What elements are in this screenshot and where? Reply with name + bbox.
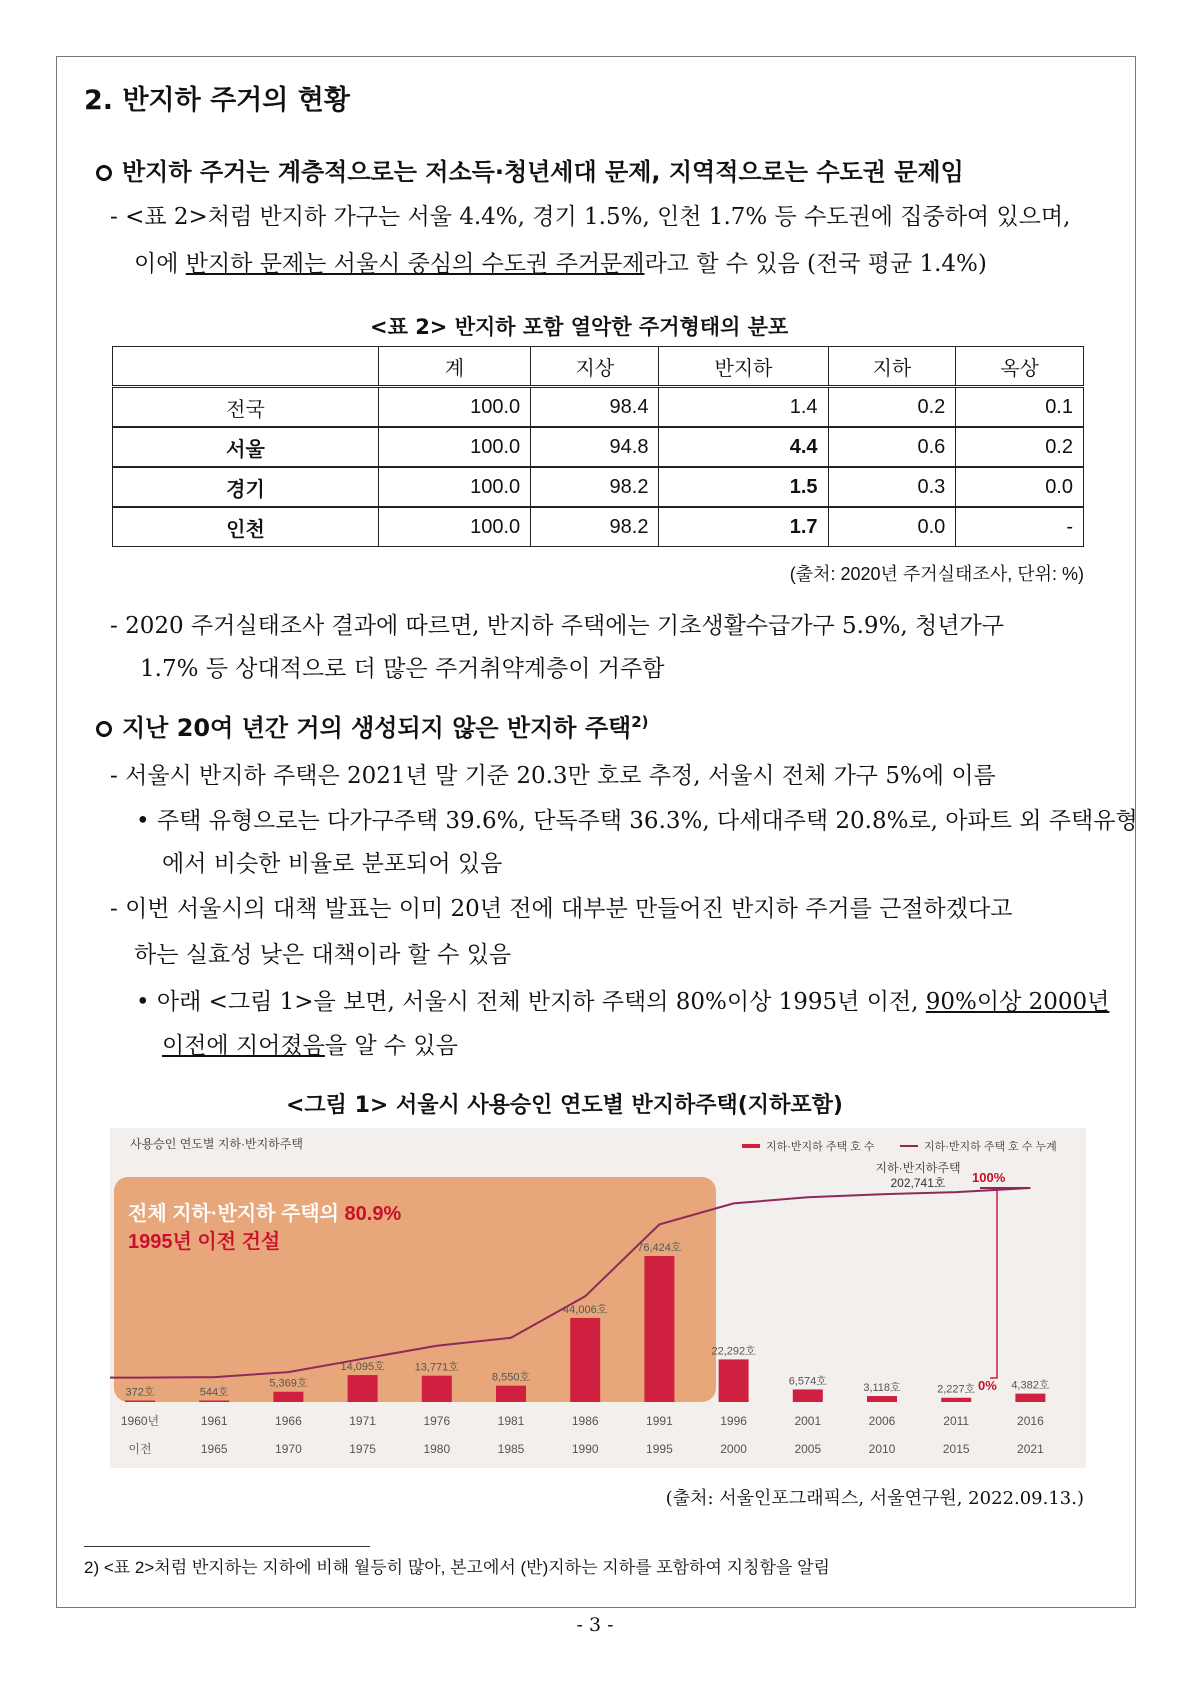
paragraph-line: - 이번 서울시의 대책 발표는 이미 20년 전에 대부분 만들어진 반지하 주거를 근절하겠다고 bbox=[110, 896, 1013, 922]
x-tick-label: 2011 bbox=[943, 1414, 970, 1428]
figure-caption: <그림 1> 서울시 사용승인 연도별 반지하주택(지하포함) bbox=[286, 1093, 843, 1118]
bar-value-label: 544호 bbox=[199, 1386, 229, 1399]
row-label: 서울 bbox=[113, 427, 379, 467]
paragraph-line bbox=[162, 1027, 458, 1060]
bar-value-label: 372호 bbox=[125, 1386, 155, 1399]
figure-source: (출처: 서울인포그래픽스, 서울연구원, 2022.09.13.) bbox=[665, 1488, 1084, 1509]
bar-value-label: 4,382호 bbox=[1011, 1379, 1050, 1392]
x-tick-label: 2015 bbox=[942, 1442, 970, 1456]
bar-value-label: 22,292호 bbox=[711, 1345, 756, 1358]
x-tick-label: 1970 bbox=[275, 1442, 302, 1456]
table-header bbox=[113, 347, 379, 387]
paragraph-line bbox=[136, 983, 1109, 1016]
bar bbox=[719, 1359, 749, 1402]
table-caption: <표 2> 반지하 포함 열악한 주거형태의 분포 bbox=[370, 315, 789, 339]
underlined-text: 90%이상 2000년 bbox=[925, 989, 1110, 1015]
bar-value-label: 5,369호 bbox=[269, 1377, 308, 1390]
table-cell: 0.6 bbox=[828, 427, 956, 467]
x-tick-label: 1981 bbox=[497, 1414, 525, 1428]
callout-percent: 80.9% bbox=[344, 1203, 402, 1225]
row-label: 경기 bbox=[113, 467, 379, 507]
bar-value-label: 13,771호 bbox=[414, 1361, 459, 1374]
table-cell: 98.4 bbox=[531, 387, 659, 428]
legend-label: 지하·반지하 주택 호 수 누계 bbox=[924, 1141, 1057, 1153]
callout-text: 전체 지하·반지하 주택의 bbox=[128, 1203, 345, 1225]
circle-bullet-icon bbox=[96, 721, 112, 737]
bar bbox=[422, 1376, 452, 1402]
x-tick-label: 2016 bbox=[1017, 1414, 1044, 1428]
table-cell: 100.0 bbox=[379, 507, 531, 547]
table-cell: 100.0 bbox=[379, 427, 531, 467]
x-tick-label: 2010 bbox=[868, 1442, 896, 1456]
text-span: 이에 bbox=[134, 251, 186, 277]
bar-value-label: 2,227호 bbox=[937, 1383, 976, 1396]
paragraph-line: 1.7% 등 상대적으로 더 많은 주거취약계층이 거주함 bbox=[140, 656, 665, 682]
bar-value-label: 8,550호 bbox=[491, 1371, 531, 1384]
x-tick-label: 1980 bbox=[423, 1442, 451, 1456]
page-number: - 3 - bbox=[576, 1614, 614, 1636]
x-tick-label: 1996 bbox=[720, 1414, 747, 1428]
bar bbox=[570, 1318, 600, 1402]
underlined-text: 이전에 지어졌음 bbox=[162, 1033, 325, 1059]
total-value: 202,741호 bbox=[890, 1176, 946, 1190]
text-span: 라고 할 수 있음 (전국 평균 1.4%) bbox=[644, 251, 987, 277]
bar-value-label: 44,006호 bbox=[563, 1303, 608, 1316]
paragraph-line: - <표 2>처럼 반지하 가구는 서울 4.4%, 경기 1.5%, 인천 1.7% 등 수도권에 집중하여 있으며, bbox=[110, 204, 1071, 230]
table-cell: 98.2 bbox=[531, 467, 659, 507]
bar-value-label: 76,424호 bbox=[637, 1242, 682, 1254]
bar bbox=[273, 1392, 303, 1402]
x-tick-label: 1960년 bbox=[120, 1414, 160, 1428]
text-span: 을 알 수 있음 bbox=[324, 1033, 458, 1059]
table-cell: 0.3 bbox=[828, 467, 956, 507]
circle-bullet-icon bbox=[96, 165, 112, 181]
bullet-heading-2 bbox=[96, 708, 649, 743]
table-cell: 4.4 bbox=[659, 427, 828, 467]
table-header: 지하 bbox=[828, 347, 956, 387]
table-row bbox=[113, 387, 1084, 428]
row-label: 전국 bbox=[113, 387, 379, 428]
table-cell: 0.2 bbox=[828, 387, 956, 428]
x-tick-label: 1961 bbox=[200, 1414, 228, 1428]
table-row bbox=[113, 427, 1084, 467]
bar bbox=[644, 1256, 674, 1402]
table-cell: 100.0 bbox=[379, 467, 531, 507]
bar-value-label: 6,574호 bbox=[788, 1375, 827, 1388]
table-cell: 100.0 bbox=[379, 387, 531, 428]
table-cell: 0.2 bbox=[956, 427, 1084, 467]
footnote-divider bbox=[84, 1546, 370, 1547]
underlined-text: 반지하 문제는 서울시 중심의 수도권 주거문제 bbox=[185, 251, 645, 277]
footnote-ref: 2) bbox=[631, 713, 649, 731]
x-tick-label: 2005 bbox=[794, 1442, 822, 1456]
table-cell: 98.2 bbox=[531, 507, 659, 547]
chart-title: 사용승인 연도별 지하·반지하주택 bbox=[130, 1137, 303, 1151]
bar-value-label: 14,095호 bbox=[340, 1361, 385, 1374]
table-cell: 1.4 bbox=[659, 387, 828, 428]
legend-label: 지하·반지하 주택 호 수 bbox=[766, 1141, 875, 1153]
bar bbox=[867, 1396, 897, 1402]
housing-bar-chart bbox=[110, 1128, 1086, 1468]
table-header: 반지하 bbox=[659, 347, 828, 387]
row-label: 인천 bbox=[113, 507, 379, 547]
x-tick-label: 1995 bbox=[646, 1442, 673, 1456]
bar bbox=[941, 1398, 971, 1402]
paragraph-line bbox=[134, 245, 987, 278]
bullet-heading-1-text: 반지하 주거는 계층적으로는 저소득·청년세대 문제, 지역적으로는 수도권 문제임 bbox=[122, 158, 964, 186]
bar bbox=[348, 1375, 378, 1402]
table-cell: 1.7 bbox=[659, 507, 828, 547]
paragraph-line: - 2020 주거실태조사 결과에 따르면, 반지하 주택에는 기초생활수급가구 5.9%, 청년가구 bbox=[110, 613, 1004, 639]
callout-text-line1 bbox=[128, 1201, 401, 1225]
table-header: 지상 bbox=[531, 347, 659, 387]
x-tick-label: 2021 bbox=[1017, 1442, 1044, 1456]
pct-bottom-label: 0% bbox=[978, 1378, 997, 1393]
table-cell: 94.8 bbox=[531, 427, 659, 467]
bar bbox=[793, 1389, 823, 1402]
x-tick-label: 1966 bbox=[275, 1414, 302, 1428]
table-source: (출처: 2020년 주거실태조사, 단위: %) bbox=[789, 564, 1084, 584]
x-tick-label: 2001 bbox=[794, 1414, 822, 1428]
bar bbox=[496, 1386, 526, 1402]
paragraph-line: 에서 비슷한 비율로 분포되어 있음 bbox=[162, 851, 503, 877]
x-tick-label: 1985 bbox=[497, 1442, 525, 1456]
callout-text-line2: 1995년 이전 건설 bbox=[128, 1231, 281, 1253]
bar bbox=[199, 1401, 229, 1403]
x-tick-label: 1986 bbox=[571, 1414, 599, 1428]
table-cell: 0.1 bbox=[956, 387, 1084, 428]
text-span: • 아래 <그림 1>을 보면, 서울시 전체 반지하 주택의 80%이상 1995년 이전, bbox=[136, 989, 926, 1015]
pct-top-label: 100% bbox=[972, 1170, 1006, 1185]
bullet-heading-2-text: 지난 20여 년간 거의 생성되지 않은 반지하 주택 bbox=[122, 714, 632, 742]
x-tick-label: 1965 bbox=[200, 1442, 228, 1456]
x-tick-label: 1990 bbox=[571, 1442, 599, 1456]
bullet-heading-1 bbox=[96, 152, 964, 187]
table-cell: 1.5 bbox=[659, 467, 828, 507]
x-tick-label: 1991 bbox=[646, 1414, 673, 1428]
x-tick-label: 2006 bbox=[868, 1414, 896, 1428]
distribution-table bbox=[112, 346, 1084, 547]
bar-value-label: 3,118호 bbox=[863, 1382, 901, 1395]
x-tick-label: 2000 bbox=[720, 1442, 747, 1456]
table-cell: - bbox=[956, 507, 1084, 547]
footnote: 2) <표 2>처럼 반지하는 지하에 비해 월등히 많아, 본고에서 (반)지하는 지하를 포함하여 지칭함을 알림 bbox=[84, 1558, 830, 1577]
x-tick-label: 이전 bbox=[128, 1442, 152, 1456]
table-row bbox=[113, 507, 1084, 547]
x-tick-label: 1976 bbox=[423, 1414, 451, 1428]
paragraph-line: - 서울시 반지하 주택은 2021년 말 기준 20.3만 호로 추정, 서울시 전체 가구 5%에 이름 bbox=[110, 763, 996, 789]
total-label: 지하·반지하주택 bbox=[875, 1161, 961, 1175]
x-tick-label: 1971 bbox=[349, 1414, 376, 1428]
bar bbox=[1015, 1394, 1045, 1402]
legend-bar-swatch bbox=[742, 1144, 760, 1148]
paragraph-line: • 주택 유형으로는 다가구주택 39.6%, 단독주택 36.3%, 다세대주택 20.8%로, 아파트 외 주택유형 bbox=[136, 808, 1138, 834]
table-cell: 0.0 bbox=[828, 507, 956, 547]
bar bbox=[125, 1401, 155, 1403]
section-title: 2. 반지하 주거의 현황 bbox=[84, 85, 350, 116]
table-header: 계 bbox=[379, 347, 531, 387]
table-header: 옥상 bbox=[956, 347, 1084, 387]
paragraph-line: 하는 실효성 낮은 대책이라 할 수 있음 bbox=[134, 942, 512, 968]
table-row bbox=[113, 467, 1084, 507]
table-cell: 0.0 bbox=[956, 467, 1084, 507]
x-tick-label: 1975 bbox=[349, 1442, 376, 1456]
